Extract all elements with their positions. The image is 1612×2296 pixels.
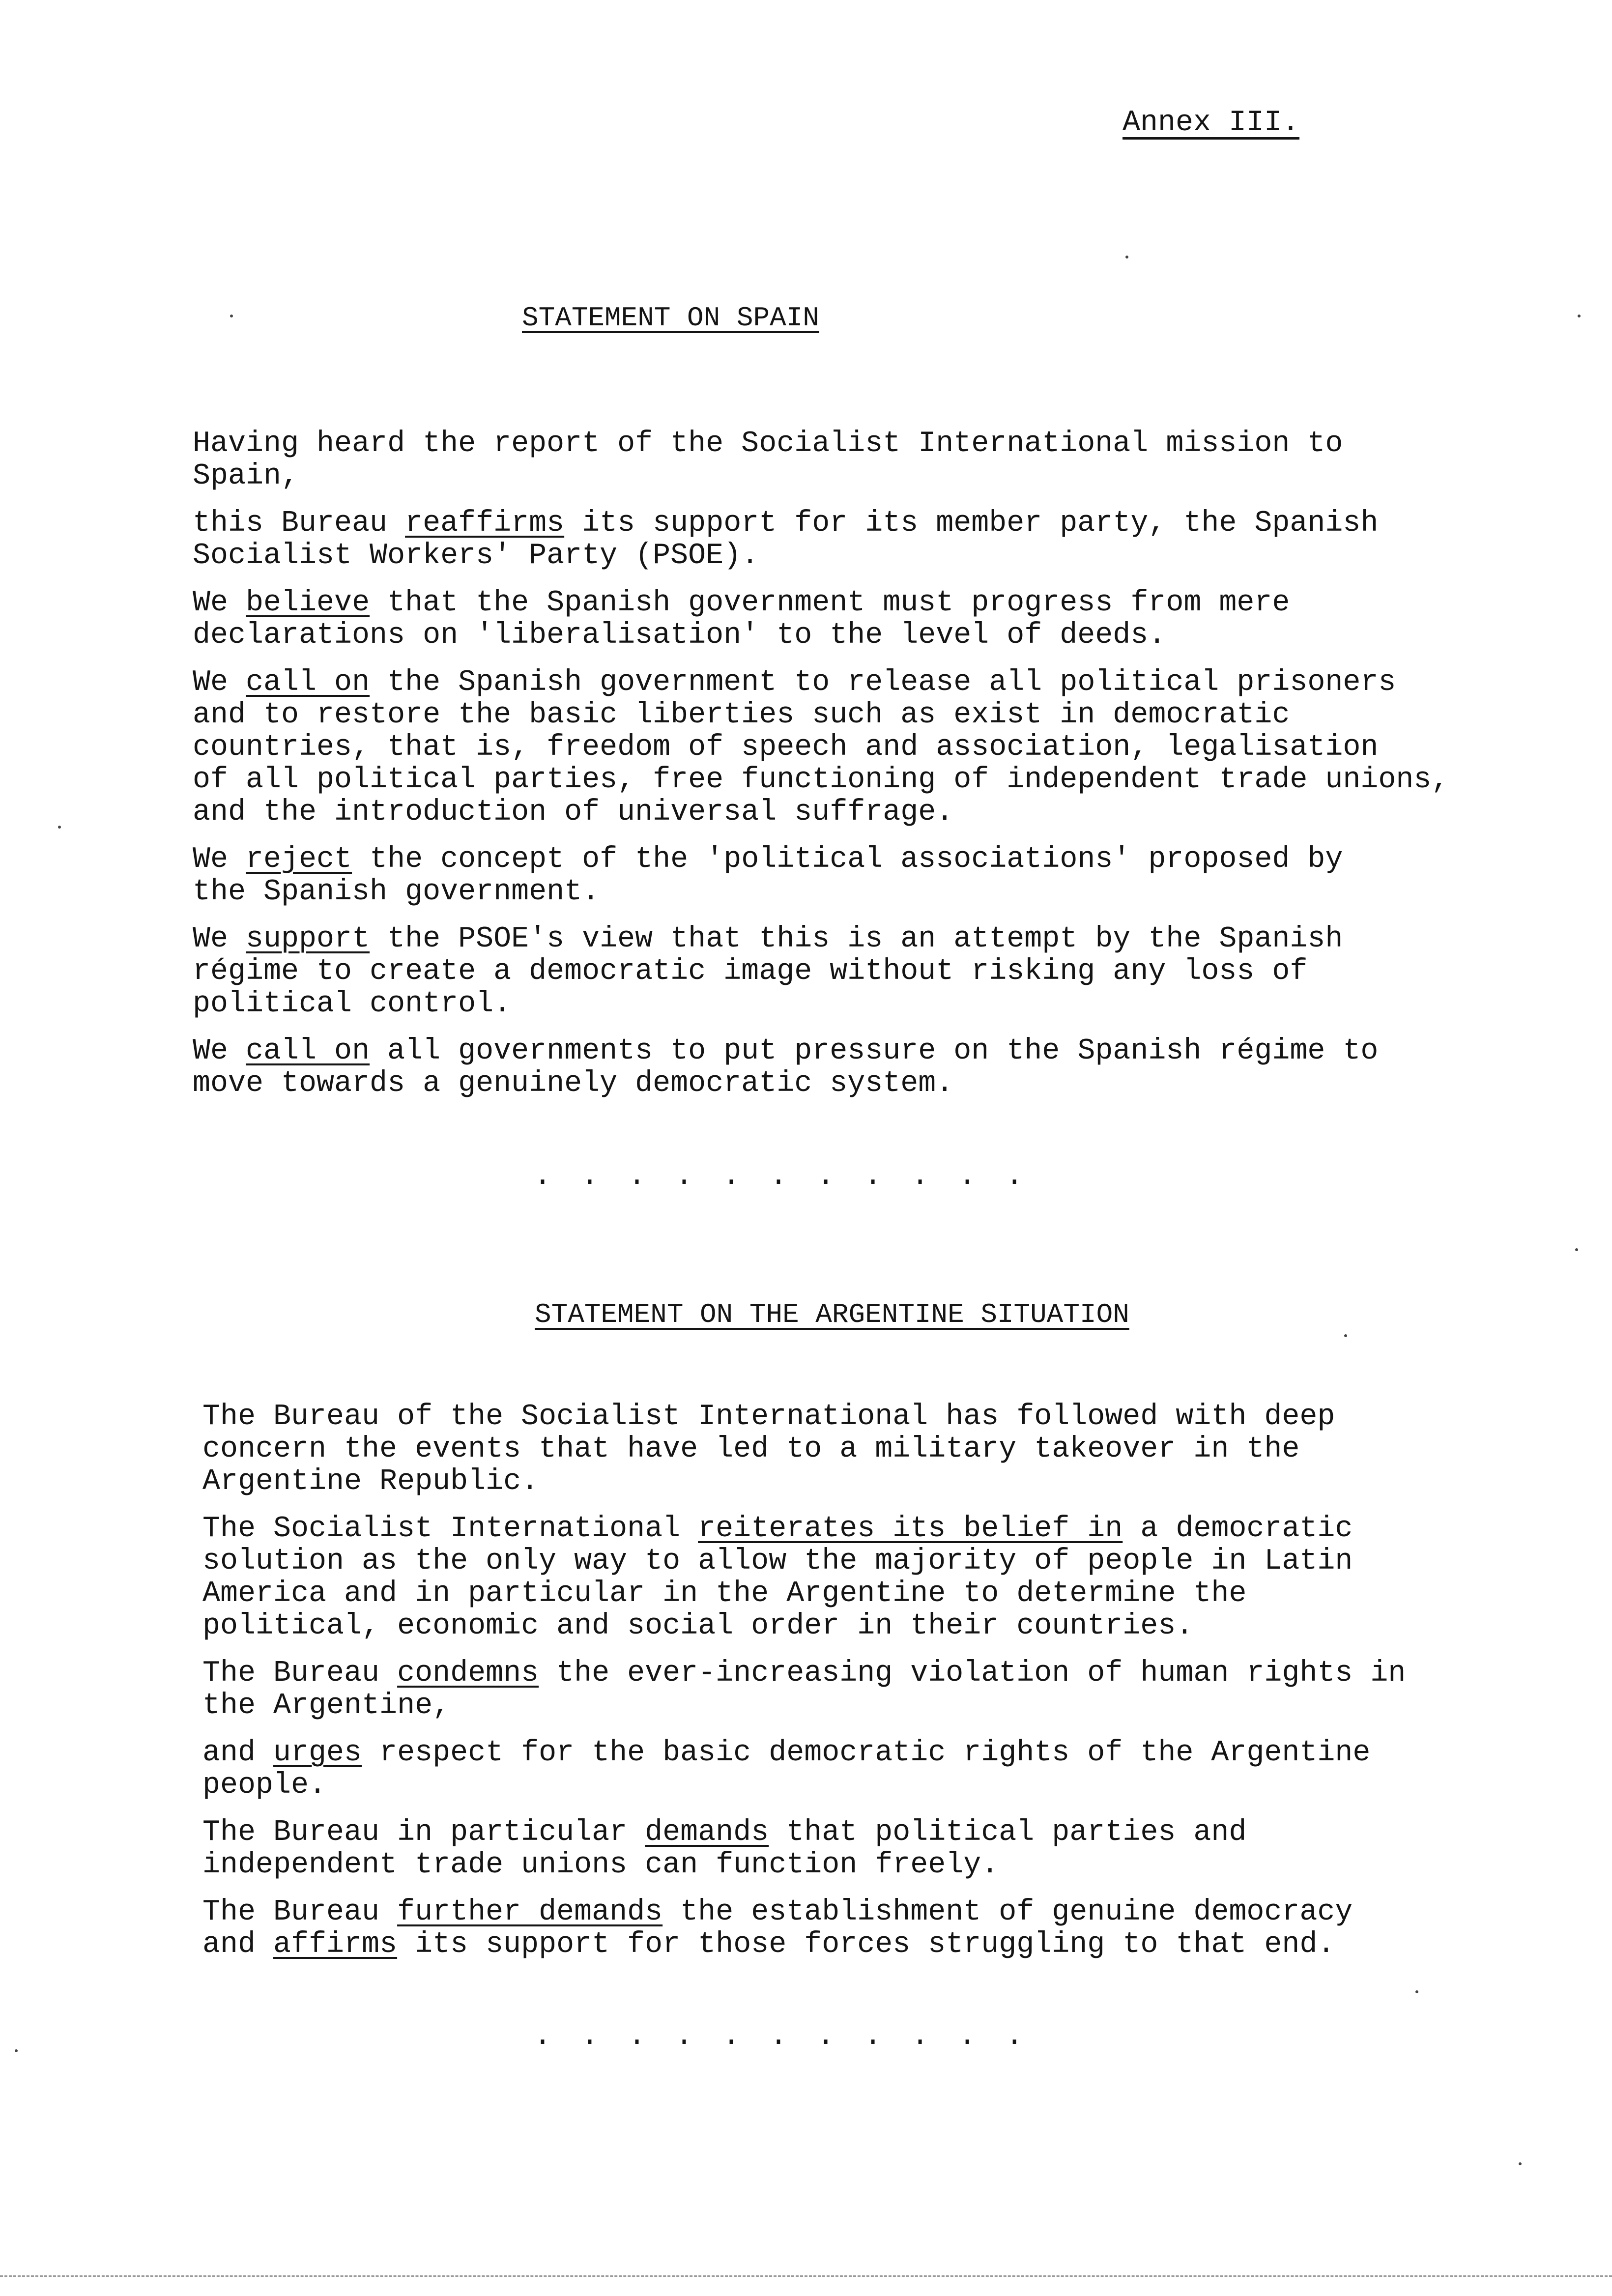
scan-edge-line — [0, 2275, 1612, 2277]
paragraph-text: that political parties and independent trade unions can function freely. — [202, 1816, 1247, 1882]
argentine-statement-body — [202, 1401, 1612, 1976]
spain-statement-title: STATEMENT ON SPAIN — [522, 302, 819, 334]
scan-speck — [15, 2049, 18, 2052]
statement-paragraph — [202, 1896, 1612, 1961]
argentine-statement-title: STATEMENT ON THE ARGENTINE SITUATION — [535, 1299, 1129, 1330]
paragraph-text: We — [193, 666, 246, 699]
paragraph-text: We — [193, 1034, 246, 1068]
paragraph-text: The Bureau in particular — [202, 1816, 645, 1849]
emphasized-phrase: reject — [246, 843, 352, 876]
paragraph-text: respect for the basic democratic rights of the Argentine people. — [202, 1736, 1371, 1802]
statement-paragraph — [193, 843, 1608, 908]
paragraph-text: a democratic solution as the only way to allow the majority of people in Latin America and in particular in the Argentine to determine the political, economic and social order in their countries. — [202, 1512, 1353, 1643]
statement-paragraph — [202, 1401, 1612, 1498]
paragraph-text: We — [193, 586, 246, 620]
paragraph-text: the establishment of genuine democracy and — [202, 1895, 1353, 1961]
paragraph-text: its support for those forces struggling to that end. — [397, 1928, 1335, 1961]
scan-speck — [58, 826, 61, 829]
statement-paragraph — [193, 923, 1608, 1020]
emphasized-phrase: demands — [645, 1816, 769, 1849]
statement-paragraph — [193, 587, 1608, 652]
statement-paragraph — [202, 1816, 1612, 1881]
paragraph-text: Having heard the report of the Socialist International mission to Spain, — [193, 427, 1343, 493]
scan-speck — [230, 315, 233, 317]
statement-paragraph — [202, 1737, 1612, 1802]
emphasized-phrase: reaffirms — [405, 507, 565, 540]
end-separator: . . . . . . . . . . . — [534, 2020, 1030, 2053]
emphasized-phrase: support — [246, 922, 370, 956]
emphasized-phrase: call on — [246, 666, 370, 699]
paragraph-text: the PSOE's view that this is an attempt by the Spanish régime to create a democratic image without risking any loss of political control. — [193, 922, 1343, 1021]
paragraph-text: the Spanish government to release all political prisoners and to restore the basic liberties such as exist in democratic countries, that is, freedom of speech and association, legalisation of all political parties, free functioning of independent trade unions, and the introduction of universal suffrage. — [193, 666, 1449, 829]
paragraph-text: its support for its member party, the Spanish Socialist Workers' Party (PSOE). — [193, 507, 1379, 573]
section-separator: . . . . . . . . . . . — [534, 1160, 1030, 1193]
paragraph-text: the concept of the 'political associations' proposed by the Spanish government. — [193, 843, 1343, 909]
statement-paragraph — [193, 666, 1608, 829]
scan-speck — [1415, 1990, 1418, 1993]
paragraph-text: The Socialist International — [202, 1512, 698, 1546]
paragraph-text: and — [202, 1736, 274, 1770]
scan-speck — [1519, 2162, 1522, 2165]
paragraph-text: The Bureau of the Socialist International has followed with deep concern the events that have led to a military takeover in the Argentine Republic. — [202, 1400, 1335, 1498]
paragraph-text: The Bureau — [202, 1895, 398, 1929]
scan-speck — [1575, 1248, 1578, 1251]
statement-paragraph — [202, 1657, 1612, 1722]
paragraph-text: We — [193, 922, 246, 956]
emphasized-phrase: condemns — [397, 1657, 539, 1690]
emphasized-phrase: further demands — [397, 1895, 663, 1929]
emphasized-phrase: believe — [246, 586, 370, 620]
emphasized-phrase: urges — [273, 1736, 362, 1770]
scan-speck — [1344, 1334, 1347, 1337]
statement-paragraph — [193, 428, 1608, 492]
emphasized-phrase: reiterates its belief in — [698, 1512, 1123, 1546]
emphasized-phrase: affirms — [273, 1928, 398, 1961]
paragraph-text: We — [193, 843, 246, 876]
statement-paragraph — [193, 1035, 1608, 1100]
paragraph-text: the ever-increasing violation of human rights in the Argentine, — [202, 1657, 1406, 1722]
emphasized-phrase: call on — [246, 1034, 370, 1068]
statement-paragraph — [202, 1513, 1612, 1642]
paragraph-text: this Bureau — [193, 507, 405, 540]
annex-label: Annex III. — [1123, 106, 1300, 140]
statement-paragraph — [193, 507, 1608, 572]
paragraph-text: that the Spanish government must progress from mere declarations on 'liberalisation' to the level of deeds. — [193, 586, 1290, 652]
spain-statement-body — [193, 428, 1608, 1115]
scan-speck — [1125, 256, 1128, 258]
scan-speck — [1578, 315, 1581, 317]
paragraph-text: The Bureau — [202, 1657, 398, 1690]
paragraph-text: all governments to put pressure on the Spanish régime to move towards a genuinely democratic system. — [193, 1034, 1379, 1100]
